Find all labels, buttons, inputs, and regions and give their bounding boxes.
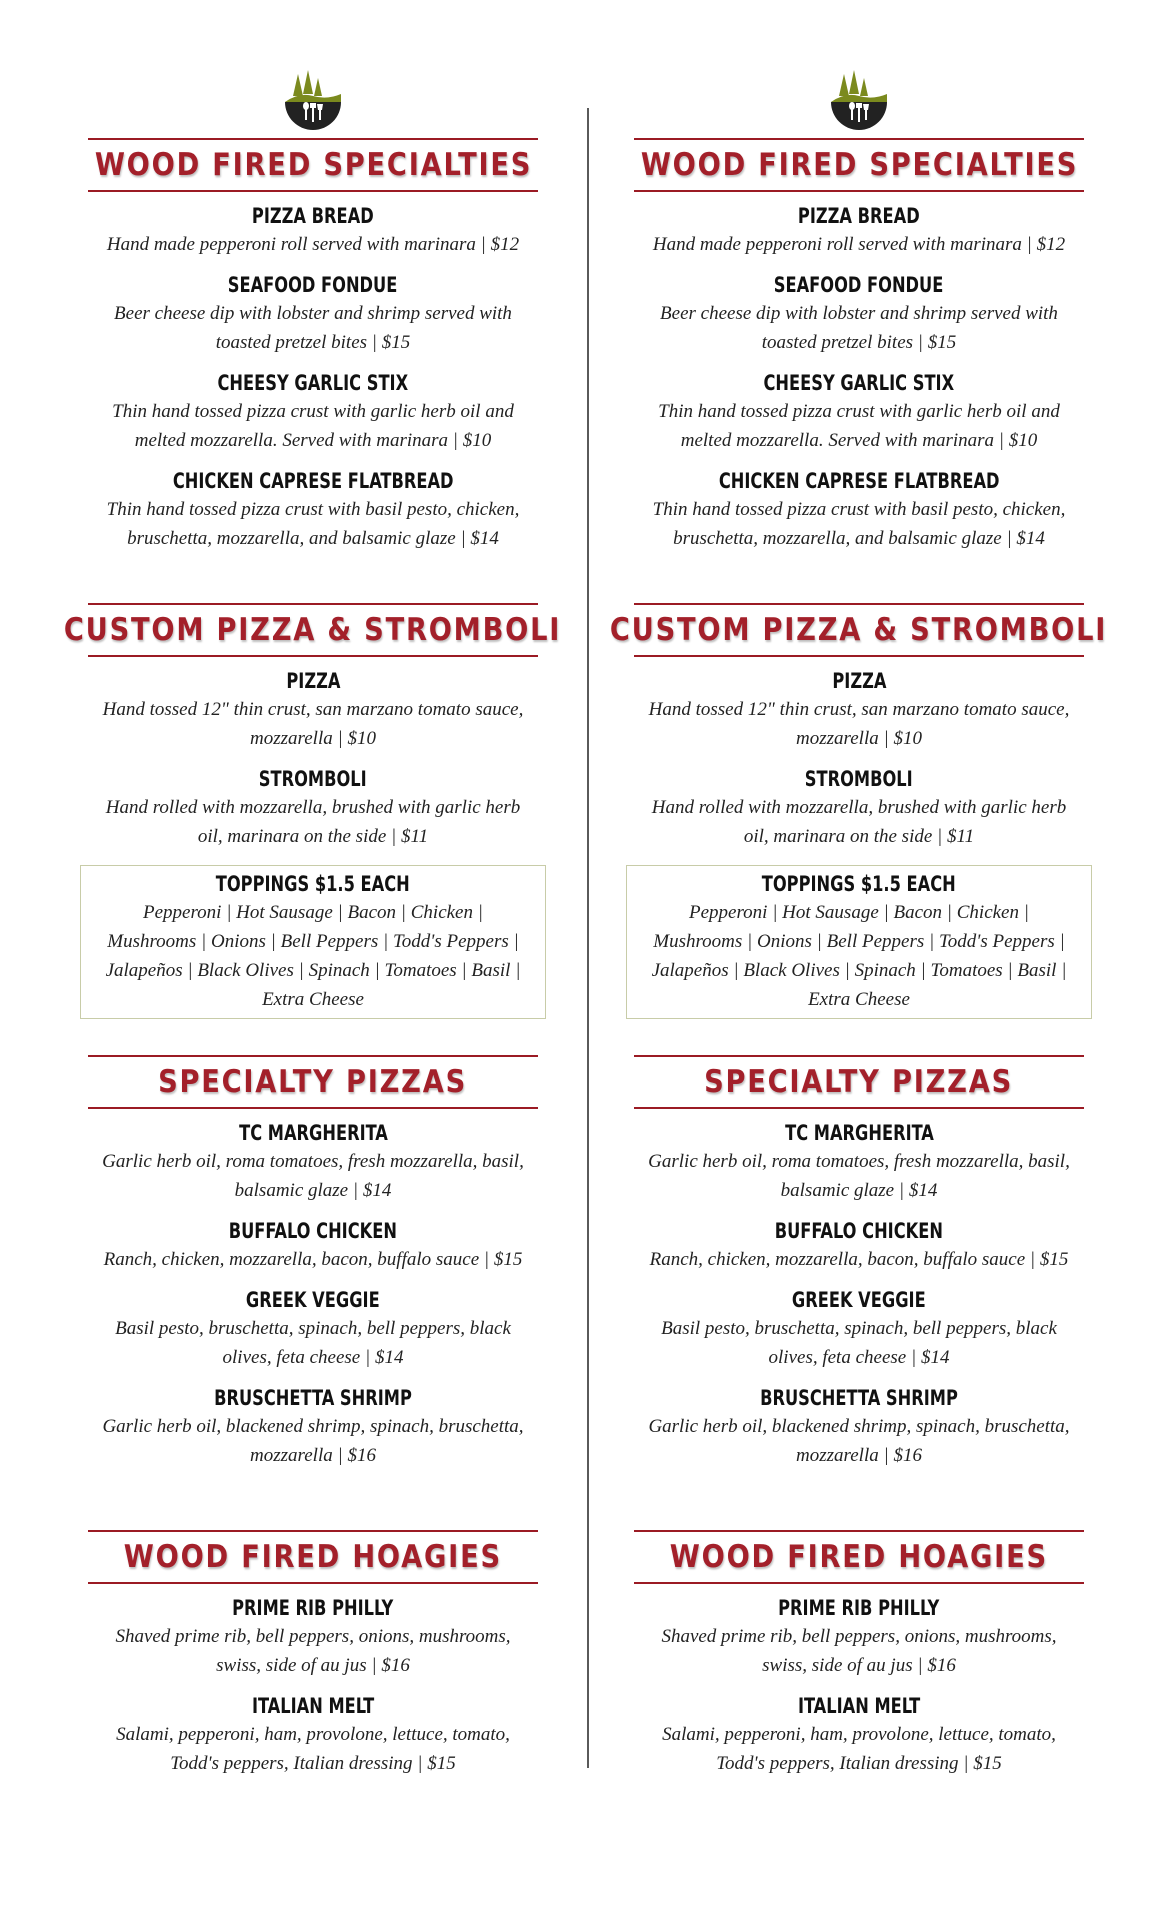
item-description: Shaved prime rib, bell peppers, onions, mushrooms, swiss, side of au jus | $16	[661, 1626, 1057, 1676]
menu-item	[88, 204, 538, 259]
item-name: PIZZA BREAD	[798, 204, 920, 228]
item-name: BRUSCHETTA SHRIMP	[760, 1386, 958, 1410]
toppings-title: TOPPINGS $1.5 EACH	[216, 872, 410, 896]
item-name: TC MARGHERITA	[238, 1121, 388, 1145]
menu-item	[634, 204, 1084, 259]
item-description: Basil pesto, bruschetta, spinach, bell peppers, black olives, feta cheese | $14	[115, 1318, 511, 1368]
menu-item	[634, 1694, 1084, 1778]
menu-item	[634, 371, 1084, 455]
toppings-title: TOPPINGS $1.5 EACH	[762, 872, 956, 896]
section-specialty-pizzas	[634, 1055, 1084, 1470]
item-name: GREEK VEGGIE	[792, 1288, 926, 1312]
item-name: BUFFALO CHICKEN	[228, 1219, 398, 1243]
item-name: BUFFALO CHICKEN	[774, 1219, 944, 1243]
menu-item	[88, 371, 538, 455]
section-title: SPECIALTY PIZZAS	[158, 1064, 468, 1100]
menu-item	[634, 669, 1084, 753]
item-description: Thin hand tossed pizza crust with garlic herb oil and melted mozzarella. Served with marinara | $10	[658, 401, 1060, 451]
item-description: Hand tossed 12" thin crust, san marzano tomato sauce, mozzarella | $10	[102, 699, 524, 749]
item-description: Hand made pepperoni roll served with marinara | $12	[652, 234, 1066, 255]
section-header	[634, 1055, 1084, 1109]
section-custom-pizza-stromboli	[610, 603, 1108, 1019]
menu-item	[634, 273, 1084, 357]
item-description: Salami, pepperoni, ham, provolone, lettuce, tomato, Todd's peppers, Italian dressing | $15	[662, 1724, 1056, 1774]
item-description: Ranch, chicken, mozzarella, bacon, buffalo sauce | $15	[103, 1249, 523, 1270]
item-name: TC MARGHERITA	[784, 1121, 934, 1145]
section-title: CUSTOM PIZZA & STROMBOLI	[64, 612, 562, 648]
menu-item	[634, 469, 1084, 553]
menu-item	[88, 1288, 538, 1372]
item-description: Shaved prime rib, bell peppers, onions, mushrooms, swiss, side of au jus | $16	[115, 1626, 511, 1676]
toppings-box	[626, 865, 1092, 1019]
menu-item	[88, 669, 538, 753]
section-header	[88, 138, 538, 192]
restaurant-logo-icon	[281, 66, 345, 132]
section-title: SPECIALTY PIZZAS	[704, 1064, 1014, 1100]
section-title: WOOD FIRED SPECIALTIES	[94, 147, 532, 183]
section-header	[610, 603, 1108, 657]
item-description: Garlic herb oil, blackened shrimp, spinach, bruschetta, mozzarella | $16	[102, 1416, 524, 1466]
item-description: Salami, pepperoni, ham, provolone, lettuce, tomato, Todd's peppers, Italian dressing | $15	[116, 1724, 510, 1774]
section-header	[634, 1530, 1084, 1584]
item-description: Hand tossed 12" thin crust, san marzano tomato sauce, mozzarella | $10	[648, 699, 1070, 749]
menu-item	[634, 1219, 1084, 1274]
menu-item	[88, 1596, 538, 1680]
menu-item	[88, 1219, 538, 1274]
section-title: CUSTOM PIZZA & STROMBOLI	[610, 612, 1108, 648]
section-specialty-pizzas	[88, 1055, 538, 1470]
section-title: WOOD FIRED SPECIALTIES	[640, 147, 1078, 183]
section-header	[64, 603, 562, 657]
item-description: Thin hand tossed pizza crust with basil pesto, chicken, bruschetta, mozzarella, and balsamic glaze | $14	[652, 499, 1066, 549]
item-name: PRIME RIB PHILLY	[778, 1596, 940, 1620]
item-name: PIZZA BREAD	[252, 204, 374, 228]
menu-item	[88, 1386, 538, 1470]
item-description: Thin hand tossed pizza crust with basil pesto, chicken, bruschetta, mozzarella, and balsamic glaze | $14	[106, 499, 520, 549]
item-name: GREEK VEGGIE	[246, 1288, 380, 1312]
toppings-list: Pepperoni | Hot Sausage | Bacon | Chicken | Mushrooms | Onions | Bell Peppers | Todd's Peppers | Jalapeños | Black Olives | Spinach | Tomatoes | Basil | Extra Cheese	[651, 902, 1067, 1010]
item-name: STROMBOLI	[259, 767, 367, 791]
item-description: Thin hand tossed pizza crust with garlic herb oil and melted mozzarella. Served with marinara | $10	[112, 401, 514, 451]
item-name: CHICKEN CAPRESE FLATBREAD	[172, 469, 454, 493]
item-description: Hand rolled with mozzarella, brushed with garlic herb oil, marinara on the side | $11	[105, 797, 521, 847]
item-description: Garlic herb oil, blackened shrimp, spinach, bruschetta, mozzarella | $16	[648, 1416, 1070, 1466]
item-name: PRIME RIB PHILLY	[232, 1596, 394, 1620]
section-custom-pizza-stromboli	[64, 603, 562, 1019]
menu-column-right	[610, 66, 1108, 1792]
section-wood-fired-hoagies	[634, 1530, 1084, 1778]
section-header	[88, 1530, 538, 1584]
section-header	[634, 138, 1084, 192]
menu-item	[634, 1121, 1084, 1205]
item-name: PIZZA	[831, 669, 887, 693]
item-name: PIZZA	[285, 669, 341, 693]
item-name: STROMBOLI	[805, 767, 913, 791]
item-name: CHICKEN CAPRESE FLATBREAD	[718, 469, 1000, 493]
item-description: Garlic herb oil, roma tomatoes, fresh mozzarella, basil, balsamic glaze | $14	[648, 1151, 1070, 1201]
item-name: BRUSCHETTA SHRIMP	[214, 1386, 412, 1410]
item-description: Hand rolled with mozzarella, brushed with garlic herb oil, marinara on the side | $11	[651, 797, 1067, 847]
menu-item	[88, 767, 538, 851]
column-divider	[587, 108, 589, 1768]
restaurant-logo-icon	[827, 66, 891, 132]
menu-item	[634, 1386, 1084, 1470]
menu-item	[634, 767, 1084, 851]
item-description: Beer cheese dip with lobster and shrimp served with toasted pretzel bites | $15	[660, 303, 1058, 353]
menu-item	[634, 1596, 1084, 1680]
toppings-list: Pepperoni | Hot Sausage | Bacon | Chicken | Mushrooms | Onions | Bell Peppers | Todd's Peppers | Jalapeños | Black Olives | Spinach | Tomatoes | Basil | Extra Cheese	[105, 902, 521, 1010]
item-description: Garlic herb oil, roma tomatoes, fresh mozzarella, basil, balsamic glaze | $14	[102, 1151, 524, 1201]
menu-item	[634, 1288, 1084, 1372]
section-wood-fired-hoagies	[88, 1530, 538, 1778]
item-name: SEAFOOD FONDUE	[228, 273, 398, 297]
section-title: WOOD FIRED HOAGIES	[669, 1539, 1049, 1575]
section-wood-fired-specialties	[634, 138, 1084, 553]
item-name: ITALIAN MELT	[251, 1694, 375, 1718]
toppings-box	[80, 865, 546, 1019]
item-name: ITALIAN MELT	[797, 1694, 921, 1718]
menu-item	[88, 1121, 538, 1205]
item-description: Hand made pepperoni roll served with marinara | $12	[106, 234, 520, 255]
item-name: SEAFOOD FONDUE	[774, 273, 944, 297]
menu-item	[88, 273, 538, 357]
section-title: WOOD FIRED HOAGIES	[123, 1539, 503, 1575]
section-wood-fired-specialties	[88, 138, 538, 553]
menu-item	[88, 469, 538, 553]
menu-column-left	[64, 66, 562, 1792]
item-description: Basil pesto, bruschetta, spinach, bell peppers, black olives, feta cheese | $14	[661, 1318, 1057, 1368]
item-description: Ranch, chicken, mozzarella, bacon, buffalo sauce | $15	[649, 1249, 1069, 1270]
item-name: CHEESY GARLIC STIX	[763, 371, 955, 395]
menu-item	[88, 1694, 538, 1778]
item-name: CHEESY GARLIC STIX	[217, 371, 409, 395]
item-description: Beer cheese dip with lobster and shrimp served with toasted pretzel bites | $15	[114, 303, 512, 353]
section-header	[88, 1055, 538, 1109]
